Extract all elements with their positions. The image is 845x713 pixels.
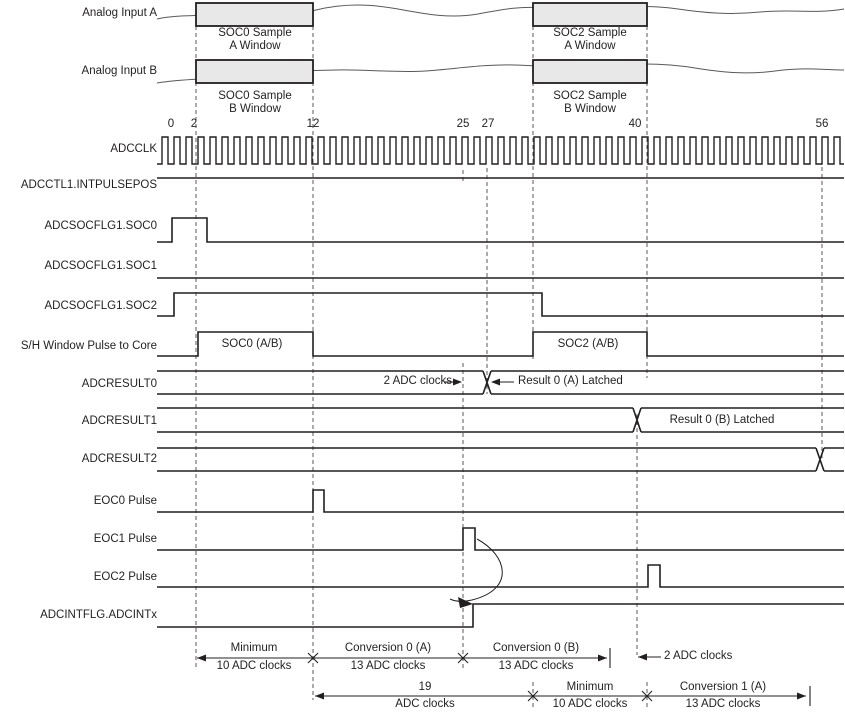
caption-soc0-sample-a-2: A Window (229, 40, 281, 52)
clock-tick-56: 56 (815, 118, 829, 130)
label-adcintflg: ADCINTFLG.ADCINTx (40, 609, 157, 621)
arrowhead (638, 654, 647, 661)
result0-latched-label: Result 0 (A) Latched (518, 375, 623, 387)
caption-soc2-sample-a-1: SOC2 Sample (553, 27, 627, 39)
label-adcsocflg1-soc0: ADCSOCFLG1.SOC0 (44, 220, 157, 232)
dim1-minimum-bottom: 10 ADC clocks (216, 660, 292, 672)
sh-soc2-label: SOC2 (A/B) (557, 338, 619, 350)
dim1-conv0a-top: Conversion 0 (A) (344, 642, 432, 654)
dim2-conv1a-top: Conversion 1 (A) (679, 681, 767, 693)
arrowhead (453, 379, 462, 386)
dim1-minimum-top: Minimum (230, 642, 278, 654)
dim1-conv0b-bottom: 13 ADC clocks (498, 660, 574, 672)
dim1-conv0a-bottom: 13 ADC clocks (350, 660, 426, 672)
dim2-19-top: 19 (418, 681, 432, 693)
label-eoc0-pulse: EOC0 Pulse (93, 495, 157, 507)
sh-soc0-label: SOC0 (A/B) (221, 338, 283, 350)
sample-window-box (533, 60, 647, 83)
sample-window-box (196, 3, 313, 26)
label-eoc1-pulse: EOC1 Pulse (93, 533, 157, 545)
waveform-soc0 (157, 218, 844, 242)
waveform-eoc0 (157, 490, 844, 512)
caption-soc0-sample-b-1: SOC0 Sample (218, 90, 292, 102)
label-adcresult0: ADCRESULT0 (81, 378, 157, 390)
arrowhead (491, 379, 500, 386)
bus-adcresult2 (157, 448, 844, 471)
waveform-eoc1 (157, 528, 844, 550)
dim2-minimum-bottom: 10 ADC clocks (552, 698, 628, 710)
arrowhead (315, 693, 324, 700)
label-adcresult2: ADCRESULT2 (81, 453, 157, 465)
label-adcresult1: ADCRESULT1 (81, 415, 157, 427)
label-analog-input-b: Analog Input B (81, 65, 157, 77)
clock-tick-25: 25 (456, 118, 470, 130)
waveform-eoc2 (157, 565, 844, 587)
dim2-conv1a-bottom: 13 ADC clocks (685, 698, 761, 710)
label-sh-window-pulse: S/H Window Pulse to Core (20, 340, 157, 352)
caption-soc0-sample-a-1: SOC0 Sample (218, 27, 292, 39)
eoc1-to-adcint-arrow (450, 539, 502, 601)
dim1-2clk-label: 2 ADC clocks (664, 650, 733, 662)
label-adcsocflg1-soc1: ADCSOCFLG1.SOC1 (44, 260, 157, 272)
label-eoc2-pulse: EOC2 Pulse (93, 571, 157, 583)
sample-window-box (196, 60, 313, 83)
clock-tick-2: 2 (190, 118, 198, 130)
caption-soc2-sample-b-1: SOC2 Sample (553, 90, 627, 102)
clock-tick-12: 12 (306, 118, 320, 130)
caption-soc0-sample-b-2: B Window (229, 103, 281, 115)
dim2-minimum-top: Minimum (566, 681, 614, 693)
clock-tick-27: 27 (481, 118, 495, 130)
clock-tick-0: 0 (167, 118, 175, 130)
label-analog-input-a: Analog Input A (82, 7, 157, 19)
clock-tick-40: 40 (628, 118, 642, 130)
waveform-soc2 (157, 293, 844, 316)
result1-latched-label: Result 0 (B) Latched (669, 414, 775, 426)
caption-soc2-sample-b-2: B Window (564, 103, 616, 115)
arrowhead (797, 693, 806, 700)
dim1-conv0b-top: Conversion 0 (B) (492, 642, 580, 654)
waveform-adcint (157, 604, 844, 627)
result0-2clk-label: 2 ADC clocks (383, 375, 452, 387)
sample-window-box (533, 3, 647, 26)
dim2-19-bottom: ADC clocks (395, 698, 455, 710)
adcclk-waveform (157, 137, 844, 164)
arrowhead (458, 597, 473, 608)
caption-soc2-sample-a-2: A Window (564, 40, 616, 52)
label-adcclk: ADCCLK (110, 143, 157, 155)
label-adcsocflg1-soc2: ADCSOCFLG1.SOC2 (44, 300, 157, 312)
label-intpulsepos: ADCCTL1.INTPULSEPOS (20, 179, 157, 191)
arrowhead (598, 655, 607, 662)
